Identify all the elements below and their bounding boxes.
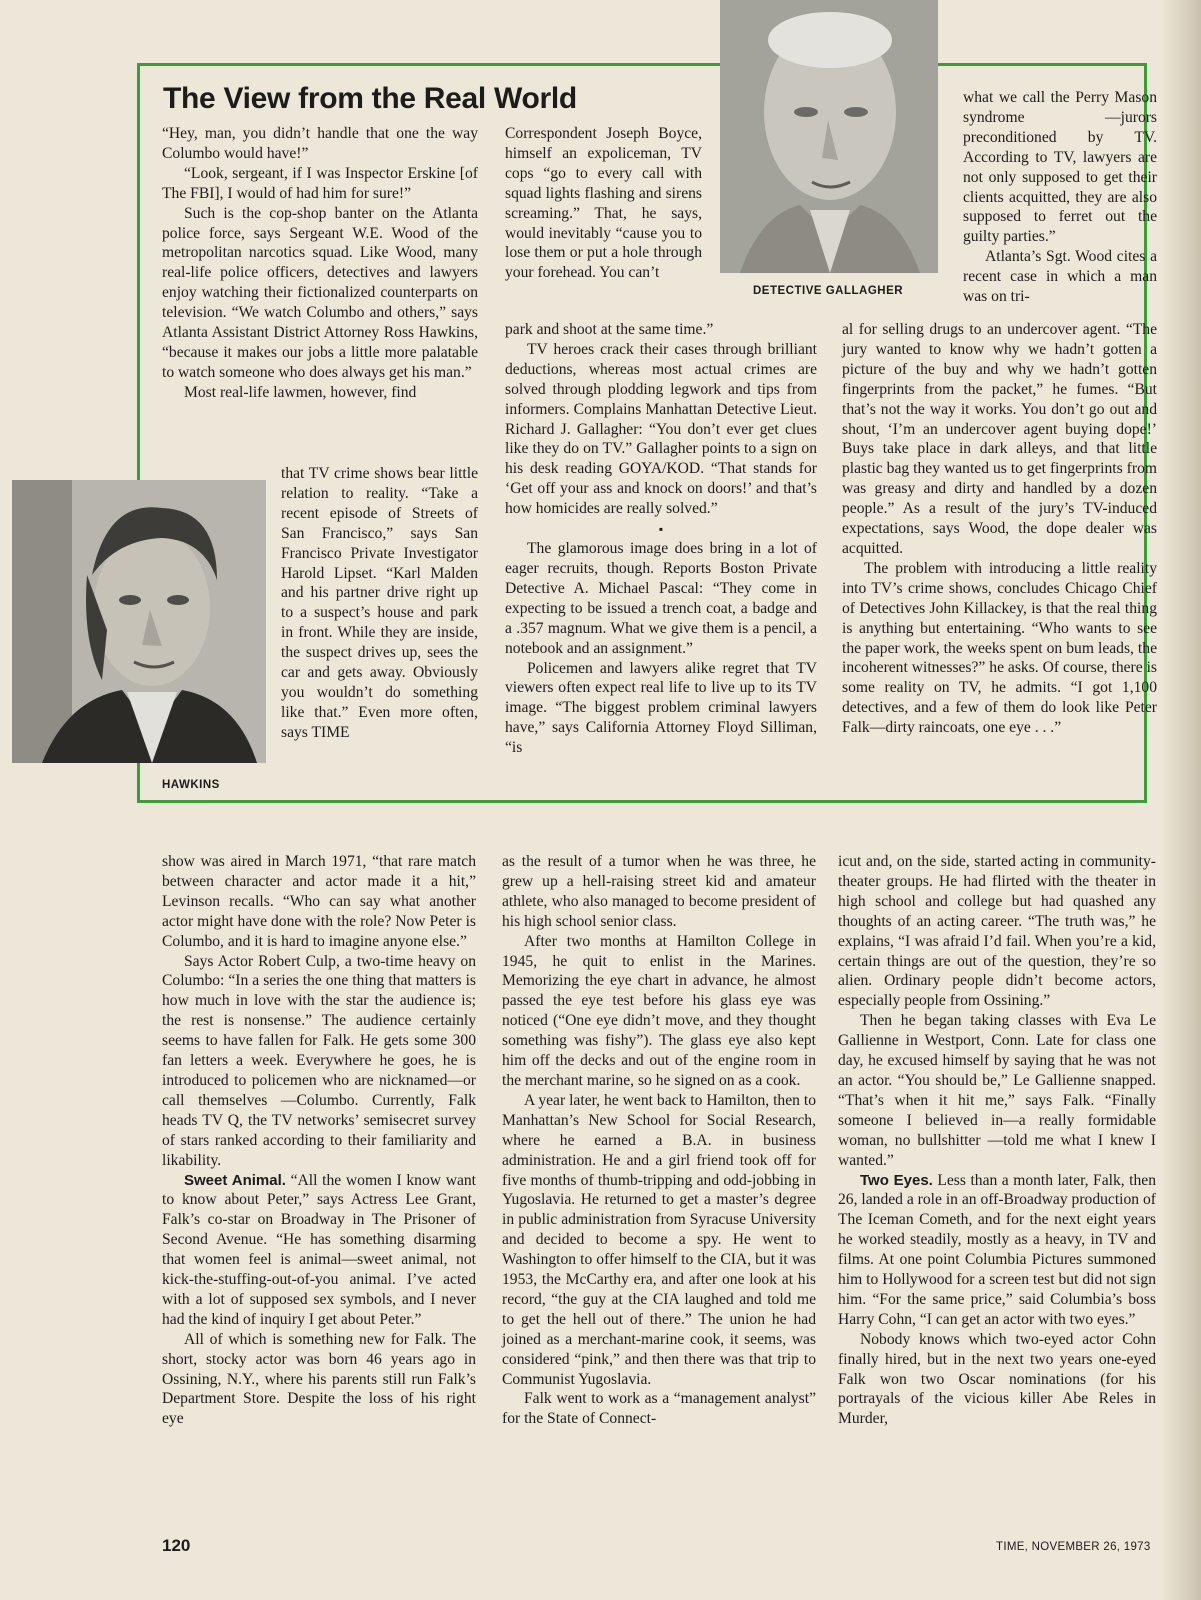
sidebar-paragraph: that TV crime shows bear little relation to reality. “Take a recent episode of Streets of San Francisco,” says San Francisco Private Investigator Harold Lipset. “Karl Malden and his partner drive right up to a suspect’s house and park in front. While they are inside, the suspect drives up, sees the car and gets away. Obviously you wouldn’t do something like that.” Even more often, says TIME bbox=[281, 465, 478, 741]
article-paragraph bbox=[838, 1171, 1156, 1330]
sidebar-column-2-upper bbox=[505, 124, 702, 283]
sidebar-paragraph: what we call the Perry Mason syndrome —jurors preconditioned by TV. According to TV, lawyers are not only supposed to get their clients acquitted, they are also supposed to ferret out the guilty parties.” bbox=[963, 89, 1157, 246]
sidebar-column-1-wrap bbox=[281, 464, 478, 743]
article-paragraph bbox=[162, 1171, 476, 1330]
page-number: 120 bbox=[162, 1536, 191, 1555]
article-paragraph: Falk went to work as a “management analyst” for the State of Connect- bbox=[502, 1390, 816, 1428]
sidebar-paragraph: “Look, sergeant, if I was Inspector Erskine [of The FBI], I would of had him for sure!” bbox=[162, 164, 478, 202]
caption-gallagher: DETECTIVE GALLAGHER bbox=[753, 285, 904, 297]
article-paragraph: A year later, he went back to Hamilton, then to Manhattan’s New School for Social Research, where he earned a B.A. in business administration. He and a girl friend took off for five months of thumb-tripping and odd-jobbing in Yugoslavia. He returned to get a master’s degree in public administration from Syracuse University and decided to become a spy. He went to Washington to offer himself to the CIA, but it was 1953, the McCarthy era, and after one look at his record, “the guy at the CIA laughed and told me to get the hell out of there.” The union he had joined as a merchant-marine cook, it seems, was considered “pink,” and then there was that trip to Communist Yugoslavia. bbox=[502, 1091, 816, 1388]
sidebar-paragraph: “Hey, man, you didn’t handle that one the way Columbo would have!” bbox=[162, 125, 478, 162]
sidebar-title: The View from the Real World bbox=[163, 82, 577, 115]
sidebar-column-1 bbox=[162, 124, 478, 403]
sidebar-paragraph: Policemen and lawyers alike regret that TV viewers often expect real life to live up to its TV image. “The biggest problem criminal lawyers have,” says California Attorney Floyd Silliman, “is bbox=[505, 659, 817, 757]
sidebar-column-3-upper bbox=[963, 88, 1157, 307]
article-paragraph: Then he began taking classes with Eva Le Gallienne in Westport, Conn. Late for class one day, he excused himself by saying that he was not an actor. “You should be,” Le Gallienne snapped. “That’s when it hit me,” says Falk. “Finally someone I believed in—a really formidable woman, no bullshitter —told me what I knew I wanted.” bbox=[838, 1012, 1156, 1169]
page-edge-shadow bbox=[1161, 0, 1201, 1600]
article-paragraph: show was aired in March 1971, “that rare match between character and actor made it a hit,” Levinson recalls. “Who can say what another actor might have done with the role? Now Peter is Columbo, and it is hard to imagine anyone else.” bbox=[162, 853, 476, 950]
sidebar-paragraph: Correspondent Joseph Boyce, himself an expoliceman, TV cops “go to every call with squad lights flashing and sirens screaming.” That, he says, would inevitably “cause you to lose them or put a hole through your forehead. You can’t bbox=[505, 125, 702, 282]
article-paragraph: Nobody knows which two-eyed actor Cohn finally hired, but in the next two years one-eyed Falk won two Oscar nominations (for his portrayals of the vicious killer Abe Reles in Murder, bbox=[838, 1330, 1156, 1428]
sidebar-paragraph: Most real-life lawmen, however, find bbox=[184, 383, 417, 401]
article-paragraph: All of which is something new for Falk. The short, stocky actor was born 46 years ago in Ossining, N.Y., where his parents still run Falk’s Department Store. Despite the loss of his right eye bbox=[162, 1330, 476, 1428]
sidebar-paragraph: al for selling drugs to an undercover agent. “The jury wanted to know why we hadn’t gotten a picture of the buy and why we hadn’t gotten fingerprints from the packet,” he fumes. “But that’s not the way it works. You don’t go out and shout, ‘I’m an undercover agent buying dope!’ Buys take place in dark alleys, and that little plastic bag they wanted us to get fingerprints from was greasy and dirty and handled by a dozen people.” As a result of the jury’s TV-induced expectations, says Wood, the dope dealer was acquitted. bbox=[842, 321, 1157, 557]
sidebar-paragraph: park and shoot at the same time.” bbox=[505, 321, 714, 338]
article-paragraph: Says Actor Robert Culp, a two-time heavy on Columbo: “In a series the one thing that matters is how much in love with the star the audience is; the rest is nonsense.” The audience certainly seems to have fallen for Falk. He gets some 300 fan letters a week. Everywhere he goes, he is introduced to policemen who are nicknamed—or call themselves —Columbo. Currently, Falk heads TV Q, the TV networks’ semisecret survey of stars ranked according to their familiarity and likability. bbox=[162, 952, 476, 1169]
sidebar-paragraph: Such is the cop-shop banter on the Atlanta police force, says Sergeant W.E. Wood of the metropolitan narcotics squad. Like Wood, many real-life police officers, detectives and lawyers enjoy watching their fictionalized counterparts on television. “We watch Columbo and others,” says Atlanta Assistant District Attorney Ross Hawkins, “because it makes our jobs a little more palatable to watch someone who does always get his man.” bbox=[162, 204, 478, 381]
article-paragraph: as the result of a tumor when he was three, he grew up a hell-raising street kid and amateur athlete, who also managed to become president of his high school senior class. bbox=[502, 853, 816, 930]
sidebar-paragraph: The glamorous image does bring in a lot of eager recruits, though. Reports Boston Private Detective A. Michael Pascal: “They come in expecting to be issued a trench coat, a badge and a .357 magnum. What we give them is a pencil, a notebook and an assignment.” bbox=[505, 540, 817, 657]
gallagher-photo bbox=[720, 0, 938, 273]
section-break-mark: ▪ bbox=[658, 522, 664, 537]
article-column-3 bbox=[838, 852, 1156, 1429]
caption-hawkins: HAWKINS bbox=[162, 779, 220, 791]
sidebar-column-2 bbox=[505, 320, 817, 758]
article-column-1 bbox=[162, 852, 476, 1429]
article-text: Less than a month later, Falk, then 26, landed a role in an off-Broadway production of The Iceman Cometh, and for the next eight years he worked steadily, mostly as a heavy, in TV and films. At one point Columbia Pictures summoned him to Hollywood for a screen test but did not sign him. “For the same price,” said Columbia’s boss Harry Cohn, “I can get an actor with two eyes.” bbox=[838, 1171, 1156, 1328]
subhead-sweet-animal: Sweet Animal. bbox=[184, 1171, 286, 1189]
subhead-two-eyes: Two Eyes. bbox=[860, 1171, 933, 1189]
sidebar-paragraph: TV heroes crack their cases through brilliant deductions, whereas most actual crimes are solved through plodding legwork and tips from informers. Complains Manhattan Detective Lieut. Richard J. Gallagher: “You don’t ever get clues like they do on TV.” Gallagher points to a sign on his desk reading GOYA/KOD. “That stands for ‘Get off your ass and knock on doors!’ and that’s how homicides are really solved.” bbox=[505, 340, 817, 518]
sidebar-column-3 bbox=[842, 320, 1157, 738]
sidebar-paragraph: The problem with introducing a little reality into TV’s crime shows, concludes Chicago Chief of Detectives John Killackey, is that the real thing is anything but entertaining. “Who wants to see the paper work, the weeks spent on bum leads, the incoherent witnesses?” he asks. Of course, there is some reality on TV, he admits. “I got 1,100 detectives, and a few of them do look like Peter Falk—dirty raincoats, one eye . . .” bbox=[842, 559, 1157, 737]
issue-footer: TIME, NOVEMBER 26, 1973 bbox=[996, 1541, 1151, 1553]
article-paragraph: After two months at Hamilton College in 1945, he quit to enlist in the Marines. Memorizing the eye chart in advance, he almost passed the eye test before his glass eye was noticed (“One eye didn’t move, and they thought something was fishy”). The glass eye also kept him off the decks and out of the engine room in the merchant marine, so he signed on as a cook. bbox=[502, 932, 816, 1089]
sidebar-paragraph: Atlanta’s Sgt. Wood cites a recent case in which a man was on tri- bbox=[963, 248, 1157, 306]
article-paragraph: icut and, on the side, started acting in community-theater groups. He had flirted with the theater in high school and college but had quashed any thoughts of an acting career. “The truth was,” he explains, “I was afraid I’d fail. When you’re a kid, certain things are out of the question, they’re so alien. Ordinary people didn’t become actors, especially people from Ossining.” bbox=[838, 853, 1156, 1010]
article-column-2 bbox=[502, 852, 816, 1429]
article-text: “All the women I know want to know about Peter,” says Actress Lee Grant, Falk’s co-star on Broadway in The Prisoner of Second Avenue. “He has something disarming that women feel is animal—sweet animal, not kick-the-stuffing-out-of-you animal. I’ve acted with a lot of supposed sex symbols, and I never had the kind of inquiry I get about Peter.” bbox=[162, 1171, 477, 1328]
hawkins-photo bbox=[12, 480, 266, 763]
